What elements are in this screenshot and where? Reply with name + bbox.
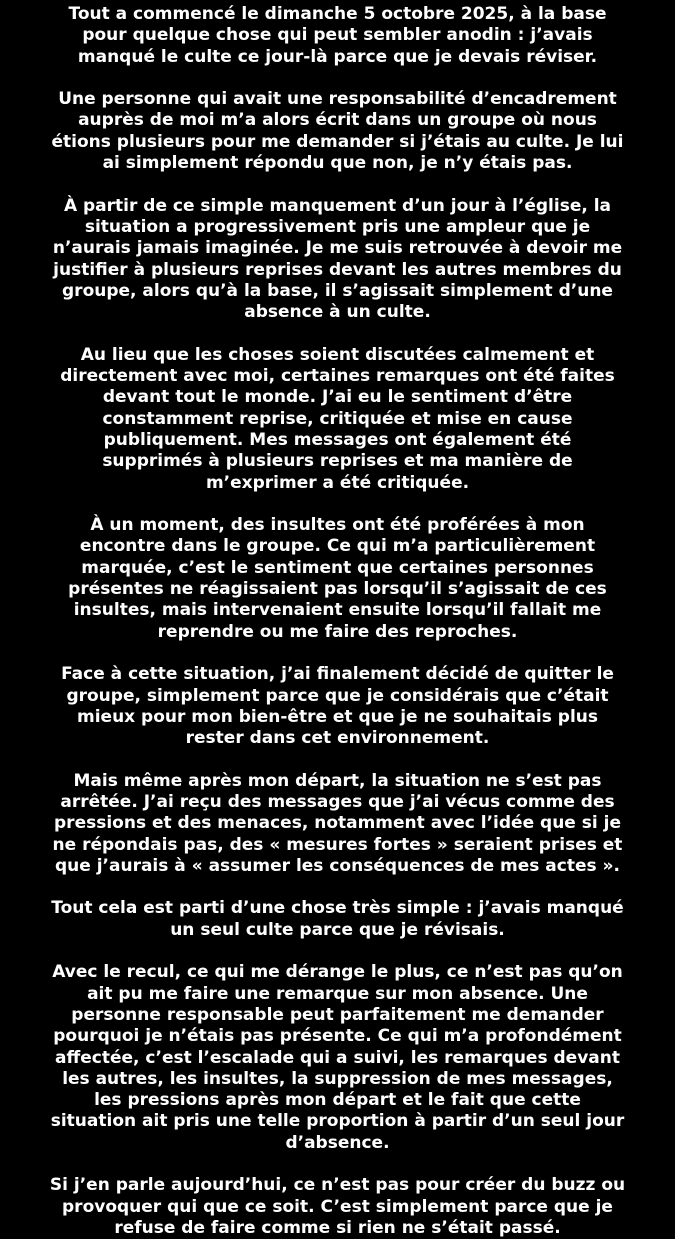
text-line: provoquer qui que ce soit. C’est simplement parce que je: [62, 1196, 613, 1217]
text-line: absence à un culte.: [244, 302, 431, 323]
text-line: encontre dans le groupe. Ce qui m’a particulièrement: [79, 536, 596, 557]
paragraph-1: [20, 4, 655, 68]
text-line: publiquement. Mes messages ont également été: [103, 429, 572, 450]
text-line: marquée, c’est le sentiment que certaines personnes: [81, 557, 594, 578]
text-line: directement avec moi, certaines remarques ont été faites: [60, 366, 615, 387]
text-line: Une personne qui avait une responsabilité d’encadrement: [58, 89, 617, 110]
paragraph-3: [20, 196, 655, 324]
paragraph-10: [20, 1175, 655, 1239]
paragraph-6: [20, 664, 655, 749]
text-line: étions plusieurs pour me demander si j’étais au culte. Je lui: [51, 131, 624, 152]
text-line: À partir de ce simple manquement d’un jour à l’église, la: [63, 195, 612, 216]
text-line: Au lieu que les choses soient discutées calmement et: [80, 344, 595, 365]
text-line: pressions et des menaces, notamment avec l’idée que si je: [54, 813, 621, 834]
text-line: Tout cela est parti d’une chose très simple : j’avais manqué: [51, 898, 624, 919]
text-line: d’absence.: [285, 1132, 390, 1153]
text-line: pour quelque chose qui peut sembler anodin : j’avais: [82, 25, 593, 46]
text-line: À un moment, des insultes ont été proférées à mon: [90, 515, 585, 536]
text-line: rester dans cet environnement.: [185, 728, 490, 749]
paragraph-2: [20, 89, 655, 174]
text-line: arrêtée. J’ai reçu des messages que j’ai vécus comme des: [60, 791, 615, 812]
text-line: ai simplement répondu que non, je n’y étais pas.: [102, 153, 573, 174]
text-line: pourquoi je n’étais pas présente. Ce qui m’a profondément: [53, 1026, 622, 1047]
text-line: m’exprimer a été critiquée.: [205, 472, 470, 493]
text-line: présentes ne réagissaient pas lorsqu’il s’agissait de ces: [68, 579, 607, 600]
text-line: Face à cette situation, j’ai finalement décidé de quitter le: [61, 664, 614, 685]
text-line: Si j’en parle aujourd’hui, ce n’est pas pour créer du buzz ou: [49, 1175, 626, 1196]
paragraph-7: [20, 771, 655, 877]
text-line: situation ait pris une telle proportion à partir d’un seul jour: [50, 1111, 625, 1132]
text-line: situation a progressivement pris une ampleur que je: [84, 216, 591, 237]
text-line: devant tout le monde. J’ai eu le sentiment d’être: [102, 387, 573, 408]
text-line: constamment reprise, critiquée et mise en cause: [102, 408, 573, 429]
text-line: Mais même après mon départ, la situation ne s’est pas: [73, 770, 602, 791]
paragraph-8: [20, 898, 655, 941]
text-line: affectée, c’est l’escalade qui a suivi, les remarques devant: [55, 1047, 620, 1068]
text-line: supprimés à plusieurs reprises et ma manière de: [102, 451, 573, 472]
text-line: Avec le recul, ce qui me dérange le plus, ce n’est pas qu’on: [52, 962, 623, 983]
text-line: les pressions après mon départ et le fait que cette: [94, 1090, 581, 1111]
paragraph-9: [20, 962, 655, 1154]
text-line: manqué le culte ce jour-là parce que je devais réviser.: [77, 46, 598, 67]
text-line: groupe, simplement parce que je considérais que c’était: [66, 685, 609, 706]
text-line: auprès de moi m’a alors écrit dans un groupe où nous: [78, 110, 597, 131]
text-line: refuse de faire comme si rien ne s’était passé.: [114, 1217, 561, 1238]
text-line: ait pu me faire une remarque sur mon absence. Une: [87, 983, 588, 1004]
text-line: n’aurais jamais imaginée. Je me suis retrouvée à devoir me: [52, 238, 623, 259]
text-line: les autres, les insultes, la suppression de mes messages,: [62, 1068, 613, 1089]
text-line: ne répondais pas, des « mesures fortes » seraient prises et: [52, 834, 623, 855]
paragraph-5: [20, 515, 655, 643]
story-text: [0, 4, 675, 1239]
text-line: justifier à plusieurs reprises devant les autres membres du: [53, 259, 622, 280]
text-line: un seul culte parce que je révisais.: [170, 919, 505, 940]
paragraph-4: [20, 345, 655, 494]
text-line: personne responsable peut parfaitement me demander: [71, 1004, 604, 1025]
text-line: que j’aurais à « assumer les conséquences de mes actes ».: [55, 855, 620, 876]
text-line: insultes, mais intervenaient ensuite lorsqu’il fallait me: [73, 600, 602, 621]
text-line: Tout a commencé le dimanche 5 octobre 2025, à la base: [68, 4, 607, 24]
text-line: mieux pour mon bien-être et que je ne souhaitais plus: [77, 706, 598, 727]
text-line: groupe, alors qu’à la base, il s’agissait simplement d’une: [62, 280, 613, 301]
text-line: reprendre ou me faire des reproches.: [157, 621, 518, 642]
